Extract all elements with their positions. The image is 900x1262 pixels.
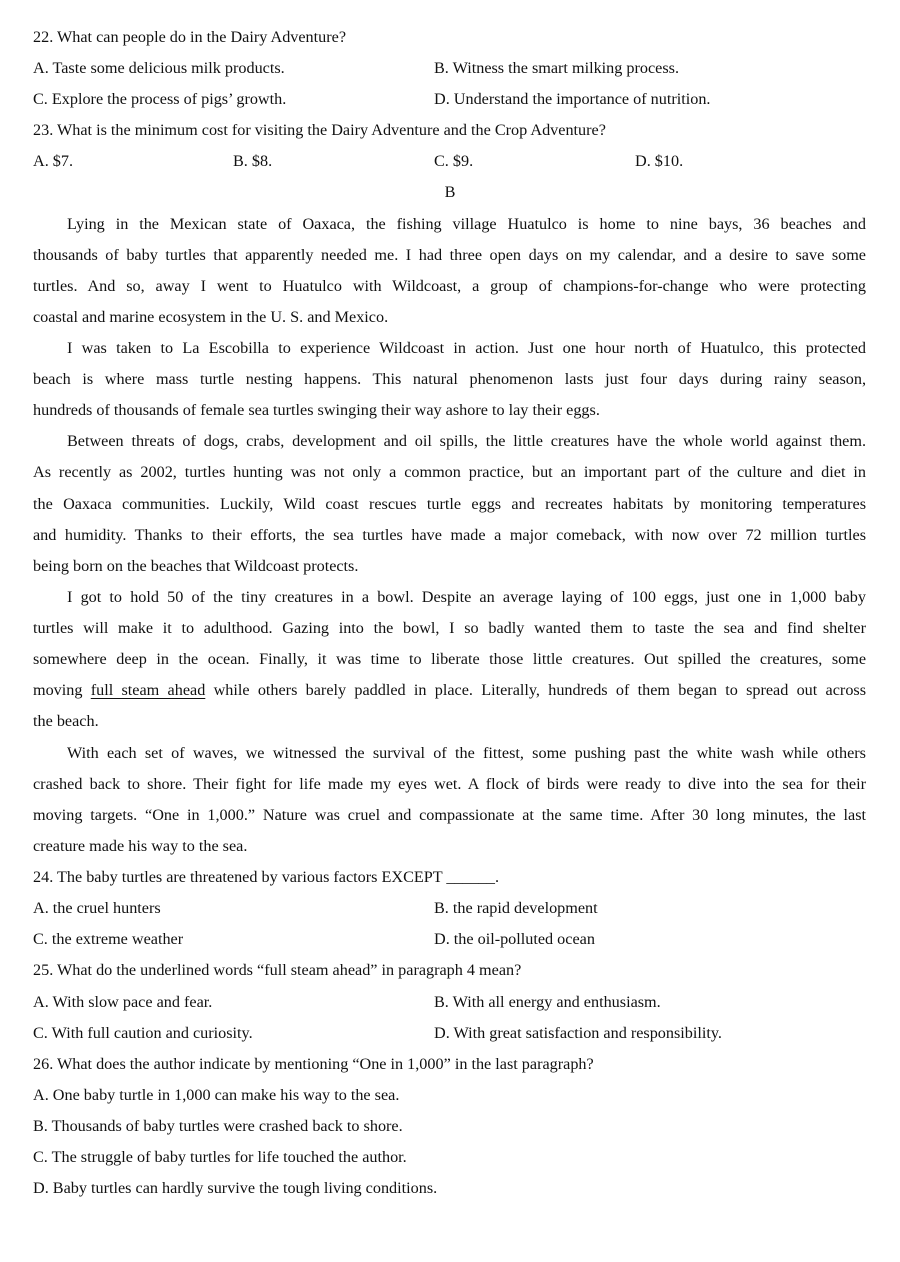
- passage-line: hundreds of thousands of female sea turtles swinging their way ashore to lay their eggs.: [33, 401, 600, 419]
- question-23: 23. What is the minimum cost for visiting the Dairy Adventure and the Crop Adventure?: [33, 121, 606, 139]
- passage-line: coastal and marine ecosystem in the U. S. and Mexico.: [33, 308, 389, 326]
- q26-option-d: D. Baby turtles can hardly survive the tough living conditions.: [33, 1179, 438, 1197]
- passage-line: moving targets. “One in 1,000.” Nature was cruel and compassionate at the same time. After 30 long minutes, the last: [33, 806, 866, 824]
- q22-option-d: D. Understand the importance of nutrition.: [434, 90, 711, 108]
- question-25: 25. What do the underlined words “full steam ahead” in paragraph 4 mean?: [33, 961, 522, 979]
- passage-line: With each set of waves, we witnessed the survival of the fittest, some pushing past the white wash while others: [67, 744, 866, 762]
- passage-line: the Oaxaca communities. Luckily, Wild coast rescues turtle eggs and recreates habitats by monitoring temperatures: [33, 495, 866, 513]
- passage-line: beach is where mass turtle nesting happens. This natural phenomenon lasts just four days during rainy season,: [33, 370, 866, 388]
- q24-option-d: D. the oil-polluted ocean: [434, 930, 595, 948]
- passage-line: and humidity. Thanks to their efforts, the sea turtles have made a major comeback, with now over 72 million turtles: [33, 526, 866, 544]
- q26-option-c: C. The struggle of baby turtles for life touched the author.: [33, 1148, 407, 1166]
- passage-line: As recently as 2002, turtles hunting was not only a common practice, but an important part of the culture and diet in: [33, 463, 866, 481]
- passage-text: while others barely paddled in place. Literally, hundreds of them began to spread out across: [205, 681, 867, 699]
- q22-option-c: C. Explore the process of pigs’ growth.: [33, 90, 287, 108]
- q25-option-b: B. With all energy and enthusiasm.: [434, 993, 661, 1011]
- passage-line-with-underline: [33, 675, 866, 706]
- passage-line: thousands of baby turtles that apparently needed me. I had three open days on my calendar, and a desire to save some: [33, 246, 866, 264]
- q23-option-a: A. $7.: [33, 152, 74, 170]
- passage-line: crashed back to shore. Their fight for life made my eyes wet. A flock of birds were ready to dive into the sea for their: [33, 775, 866, 793]
- passage-line: being born on the beaches that Wildcoast protects.: [33, 557, 359, 575]
- q25-option-d: D. With great satisfaction and responsibility.: [434, 1024, 722, 1042]
- underlined-phrase: full steam ahead: [90, 681, 206, 699]
- question-24: 24. The baby turtles are threatened by various factors EXCEPT ______.: [33, 868, 500, 886]
- q24-option-b: B. the rapid development: [434, 899, 598, 917]
- section-label: B: [444, 183, 456, 201]
- passage-text: moving: [33, 681, 91, 699]
- question-26: 26. What does the author indicate by mentioning “One in 1,000” in the last paragraph?: [33, 1055, 594, 1073]
- passage-line: I was taken to La Escobilla to experience Wildcoast in action. Just one hour north of Huatulco, this protected: [67, 339, 866, 357]
- q24-option-a: A. the cruel hunters: [33, 899, 161, 917]
- q23-option-c: C. $9.: [434, 152, 474, 170]
- passage-line: turtles will make it to adulthood. Gazing into the bowl, I so badly wanted them to taste the sea and find shelter: [33, 619, 866, 637]
- q22-option-a: A. Taste some delicious milk products.: [33, 59, 285, 77]
- passage-line: Lying in the Mexican state of Oaxaca, the fishing village Huatulco is home to nine bays, 36 beaches and: [67, 215, 866, 233]
- passage-line: I got to hold 50 of the tiny creatures in a bowl. Despite an average laying of 100 eggs, just one in 1,000 baby: [67, 588, 866, 606]
- passage-line: the beach.: [33, 712, 99, 730]
- q23-option-d: D. $10.: [635, 152, 684, 170]
- q26-option-a: A. One baby turtle in 1,000 can make his way to the sea.: [33, 1086, 400, 1104]
- passage-line: somewhere deep in the ocean. Finally, it was time to liberate those little creatures. Out spilled the creatures, some: [33, 650, 866, 668]
- q24-option-c: C. the extreme weather: [33, 930, 184, 948]
- q26-option-b: B. Thousands of baby turtles were crashed back to shore.: [33, 1117, 403, 1135]
- q23-option-b: B. $8.: [233, 152, 273, 170]
- passage-line: turtles. And so, away I went to Huatulco with Wildcoast, a group of champions-for-change who were protecting: [33, 277, 866, 295]
- question-22: 22. What can people do in the Dairy Adventure?: [33, 28, 347, 46]
- passage-line: Between threats of dogs, crabs, development and oil spills, the little creatures have the whole world against them.: [67, 432, 866, 450]
- q25-option-a: A. With slow pace and fear.: [33, 993, 213, 1011]
- q25-option-c: C. With full caution and curiosity.: [33, 1024, 253, 1042]
- q22-option-b: B. Witness the smart milking process.: [434, 59, 679, 77]
- passage-line: creature made his way to the sea.: [33, 837, 248, 855]
